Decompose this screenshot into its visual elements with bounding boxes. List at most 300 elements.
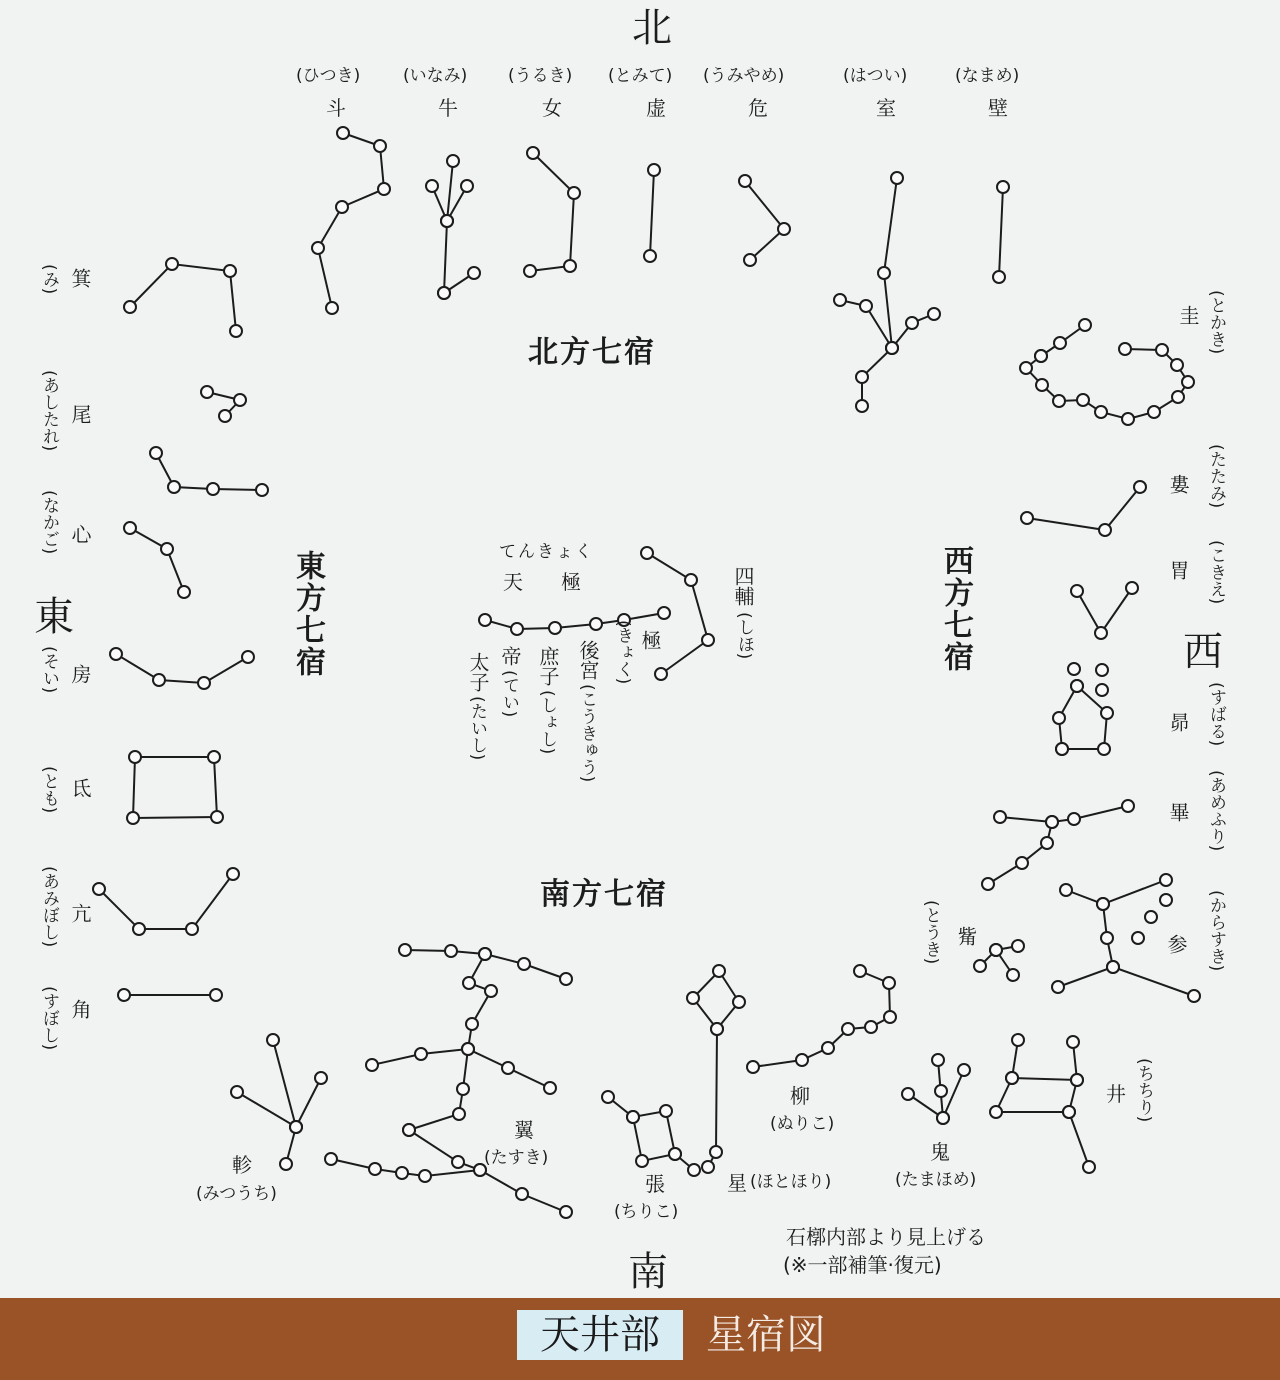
star <box>886 342 898 354</box>
footer-bar <box>0 1298 1280 1380</box>
star <box>445 945 457 957</box>
asterism-shi2 <box>990 940 1024 956</box>
mansion-name: 角 <box>68 999 92 1019</box>
asterism-yoku4-line <box>409 1130 566 1212</box>
star <box>1071 585 1083 597</box>
star <box>1054 337 1066 349</box>
star <box>166 258 178 270</box>
asterism-bo <box>110 648 254 689</box>
star <box>1096 664 1108 676</box>
mansion-name: 心 <box>68 524 92 544</box>
star <box>1101 932 1113 944</box>
mansion-name: 房 <box>68 664 92 684</box>
star <box>336 201 348 213</box>
mansion-name: 翼 <box>514 1118 534 1142</box>
asterism-hitsu <box>994 800 1134 828</box>
shiho-label: 四輔 <box>731 566 755 606</box>
asterism-shin <box>124 522 190 598</box>
asterism-gyu-branch3 <box>438 180 473 299</box>
star <box>1056 743 1068 755</box>
star <box>856 371 868 383</box>
star <box>378 183 390 195</box>
star <box>290 1121 302 1133</box>
star <box>1145 911 1157 923</box>
star <box>687 992 699 1004</box>
asterism-san3 <box>1107 961 1200 1002</box>
star <box>660 1105 672 1117</box>
direction-east: 東 <box>34 594 74 640</box>
mansion-reading: (ひつき) <box>296 66 361 86</box>
asterism-ro-line <box>1027 487 1140 530</box>
star <box>932 1054 944 1066</box>
star <box>568 187 580 199</box>
star <box>902 1088 914 1100</box>
star <box>1077 394 1089 406</box>
star <box>602 1091 614 1103</box>
asterism-ki <box>739 175 790 266</box>
star <box>906 317 918 329</box>
asterism-ki-south-center <box>935 1085 947 1097</box>
star <box>168 481 180 493</box>
star <box>744 254 756 266</box>
mansion-name: 軫 <box>232 1153 252 1177</box>
tei-label: 帝 <box>498 646 522 666</box>
mansion-reading: (すぼし) <box>39 986 59 1051</box>
mansion-reading: (うみやめ) <box>703 66 785 86</box>
note-line2: (※一部補筆·復元) <box>783 1253 942 1277</box>
asterism-ki-east-line <box>130 264 236 331</box>
mansion-reading: (はつい) <box>843 66 908 86</box>
star <box>685 574 697 586</box>
star <box>856 400 868 412</box>
asterism-ro <box>1021 481 1146 536</box>
star <box>1156 344 1168 356</box>
star <box>994 811 1006 823</box>
star <box>227 868 239 880</box>
star <box>468 267 480 279</box>
star <box>403 1124 415 1136</box>
mansion-reading: (あしたれ) <box>39 370 59 452</box>
star <box>150 447 162 459</box>
mansion-reading: (うるき) <box>508 66 573 86</box>
star <box>1095 406 1107 418</box>
mansion-reading: (そい) <box>39 646 59 694</box>
star <box>527 147 539 159</box>
asterism-shin-south <box>231 1072 327 1133</box>
shiho-reading: (しほ) <box>734 612 754 660</box>
star <box>1035 350 1047 362</box>
mansion-reading: (ちちり) <box>1134 1058 1154 1123</box>
asterism-shin-line <box>130 528 184 592</box>
star <box>937 1112 949 1124</box>
star <box>1171 359 1183 371</box>
mansion-reading: (み) <box>39 264 59 295</box>
star <box>447 155 459 167</box>
asterism-gyu-branch3-line <box>444 186 467 293</box>
asterism-bi <box>150 447 268 496</box>
star <box>511 623 523 635</box>
star <box>325 1153 337 1165</box>
star <box>198 677 210 689</box>
mansion-name: 壁 <box>988 96 1008 120</box>
asterism-sei-star2 <box>702 1023 723 1173</box>
asterism-hitsu2 <box>982 816 1058 890</box>
star <box>124 301 136 313</box>
star <box>1107 961 1119 973</box>
star <box>1134 481 1146 493</box>
star <box>702 634 714 646</box>
mansion-reading: (とうき) <box>921 900 941 965</box>
kokyu-label: 後宮 <box>576 640 600 680</box>
star <box>457 1083 469 1095</box>
asterism-i <box>1071 582 1138 639</box>
taishi-reading: (たいし) <box>467 696 487 761</box>
star <box>1160 874 1172 886</box>
asterism-shitsu-main <box>856 172 903 412</box>
star <box>1046 816 1058 828</box>
asterism-san3-line <box>1113 967 1194 996</box>
mansion-reading: (あめふり) <box>1206 770 1226 852</box>
mansion-name: 圭 <box>1176 305 1200 325</box>
mansion-name: 虚 <box>646 96 666 120</box>
star <box>935 1085 947 1097</box>
star <box>1007 969 1019 981</box>
star <box>312 242 324 254</box>
mansion-name: 尾 <box>68 404 92 424</box>
star <box>655 668 667 680</box>
mansion-reading: (とかき) <box>1206 290 1226 355</box>
star <box>1095 627 1107 639</box>
star <box>990 1106 1002 1118</box>
star <box>1052 981 1064 993</box>
footer-label-star-chart: 星宿図 <box>706 1312 826 1358</box>
mansion-reading: (ぬりこ) <box>770 1114 835 1134</box>
star <box>1122 413 1134 425</box>
asterism-san2-line <box>1058 904 1113 987</box>
star <box>1071 1074 1083 1086</box>
star <box>419 1170 431 1182</box>
star <box>485 985 497 997</box>
mansion-name: 胃 <box>1166 560 1190 580</box>
asterism-tei <box>127 751 223 824</box>
star <box>366 1059 378 1071</box>
star <box>702 1161 714 1173</box>
asterism-bou2 <box>1053 680 1083 755</box>
star <box>315 1072 327 1084</box>
star <box>710 1146 722 1158</box>
asterism-heki <box>993 181 1009 283</box>
star <box>219 410 231 422</box>
star <box>958 1064 970 1076</box>
direction-north: 北 <box>632 5 672 51</box>
mansion-reading: (とみて) <box>608 66 673 86</box>
star <box>641 547 653 559</box>
star <box>1160 894 1172 906</box>
star <box>374 140 386 152</box>
star <box>231 1086 243 1098</box>
mansion-reading: (すばる) <box>1206 682 1226 747</box>
star <box>524 265 536 277</box>
star <box>1063 1106 1075 1118</box>
asterism-i-line <box>1077 588 1132 633</box>
mansion-name: 張 <box>645 1172 665 1196</box>
star <box>860 300 872 312</box>
star <box>242 651 254 663</box>
star <box>438 287 450 299</box>
star <box>441 215 453 227</box>
mansion-name: 斗 <box>326 96 346 120</box>
asterism-ko <box>93 868 239 935</box>
star <box>127 812 139 824</box>
star <box>326 302 338 314</box>
section-north: 北方七宿 <box>528 335 656 370</box>
mansion-name: 星 <box>727 1171 747 1195</box>
mansion-reading: (たまほめ) <box>895 1170 977 1190</box>
note-line1: 石槨内部より見上げる <box>786 1225 986 1249</box>
star <box>834 294 846 306</box>
star <box>1122 800 1134 812</box>
star <box>982 878 994 890</box>
star <box>452 1156 464 1168</box>
star <box>1098 743 1110 755</box>
star <box>648 164 660 176</box>
asterism-shiho <box>638 547 714 680</box>
star <box>453 1108 465 1120</box>
star <box>544 1082 556 1094</box>
star <box>1036 379 1048 391</box>
star <box>1060 884 1072 896</box>
star <box>1021 512 1033 524</box>
star <box>636 1155 648 1167</box>
star <box>796 1054 808 1066</box>
mansion-name: 牛 <box>438 96 458 120</box>
asterism-to-line <box>318 133 384 308</box>
asterism-cho2 <box>669 1148 700 1176</box>
asterism-ryu <box>747 965 896 1073</box>
star <box>884 1011 896 1023</box>
star <box>990 944 1002 956</box>
star <box>854 965 866 977</box>
shoshi-reading: (しょし) <box>537 690 557 755</box>
mansion-reading: (みつうち) <box>196 1184 277 1204</box>
star <box>161 543 173 555</box>
star <box>1188 990 1200 1002</box>
star <box>713 965 725 977</box>
star <box>502 1062 514 1074</box>
asterism-tei-line <box>133 757 217 818</box>
star <box>993 271 1005 283</box>
star <box>644 250 656 262</box>
star <box>1172 391 1184 403</box>
star <box>560 1206 572 1218</box>
star <box>186 923 198 935</box>
star <box>560 973 572 985</box>
star <box>466 1018 478 1030</box>
star <box>224 265 236 277</box>
asterism-kei2 <box>1020 343 1194 425</box>
asterism-san <box>1060 874 1172 910</box>
mansion-name: 柳 <box>790 1084 810 1108</box>
star <box>1182 376 1194 388</box>
star <box>1053 712 1065 724</box>
asterism-to <box>312 127 390 314</box>
star <box>479 948 491 960</box>
star <box>747 1061 759 1073</box>
star <box>1071 680 1083 692</box>
star <box>133 923 145 935</box>
star <box>337 127 349 139</box>
star <box>516 1188 528 1200</box>
star <box>210 989 222 1001</box>
section-east: 東方七宿 <box>290 550 325 678</box>
star <box>778 223 790 235</box>
star <box>93 883 105 895</box>
asterism-kyo <box>644 164 660 262</box>
star <box>207 483 219 495</box>
star <box>1099 524 1111 536</box>
star <box>669 1148 681 1160</box>
star <box>883 977 895 989</box>
asterism-shin-south-line <box>237 1078 321 1127</box>
asterism-sei-line <box>1012 1040 1077 1080</box>
asterism-jo <box>524 147 580 277</box>
star <box>1101 707 1113 719</box>
mansion-reading: (いなみ) <box>403 66 468 86</box>
asterism-ko-line <box>99 874 233 929</box>
mansion-name: 昴 <box>1166 712 1190 732</box>
asterism-shin-south3-line <box>273 1040 296 1127</box>
star <box>1079 319 1091 331</box>
mansion-name: 参 <box>1164 934 1188 954</box>
star <box>1083 1161 1095 1173</box>
asterism-shitsu-main-line <box>862 178 897 406</box>
star <box>590 618 602 630</box>
star <box>1020 362 1032 374</box>
star <box>1016 857 1028 869</box>
star <box>822 1042 834 1054</box>
asterism-kaku <box>118 989 222 1001</box>
star <box>1068 663 1080 675</box>
star <box>461 180 473 192</box>
star <box>1012 940 1024 952</box>
star <box>463 977 475 989</box>
star <box>201 386 213 398</box>
star <box>110 648 122 660</box>
star <box>1097 898 1109 910</box>
direction-south: 南 <box>628 1249 668 1295</box>
star <box>256 484 268 496</box>
mansion-reading: (こきえ) <box>1206 540 1226 605</box>
tenkyoku-label: 天 <box>503 570 523 594</box>
mansion-reading: (からすき) <box>1206 890 1226 972</box>
asterism-bi-pair <box>201 386 246 422</box>
star <box>1096 684 1108 696</box>
star <box>211 811 223 823</box>
star <box>842 1023 854 1035</box>
taishi-label: 太子 <box>466 652 490 692</box>
mansion-name: 箕 <box>68 268 92 288</box>
star <box>997 181 1009 193</box>
mansion-name: 亢 <box>68 903 92 923</box>
kyoku-reading: (きょく) <box>613 620 633 685</box>
asterism-shitsu-b2 <box>886 308 940 354</box>
star <box>129 751 141 763</box>
asterism-sei2 <box>990 1072 1095 1173</box>
mansion-name: 觜 <box>954 926 978 946</box>
star <box>518 958 530 970</box>
kokyu-reading: (こうきゅう) <box>577 684 597 783</box>
footer-label-ceiling: 天井部 <box>517 1310 683 1360</box>
asterism-ryu-line <box>753 971 890 1067</box>
star <box>658 607 670 619</box>
star <box>974 960 986 972</box>
tenkyoku-label: 極 <box>561 570 581 594</box>
star <box>627 1111 639 1123</box>
star <box>178 586 190 598</box>
star <box>1119 343 1131 355</box>
star <box>891 172 903 184</box>
asterism-shin-south3 <box>267 1034 302 1133</box>
star <box>153 674 165 686</box>
mansion-reading: (ほとほり) <box>750 1172 832 1192</box>
star <box>280 1158 292 1170</box>
star <box>865 1021 877 1033</box>
asterism-heki-line <box>999 187 1003 277</box>
asterism-yoku3 <box>366 1043 474 1136</box>
star <box>688 1164 700 1176</box>
star <box>928 308 940 320</box>
star <box>1006 1072 1018 1084</box>
star <box>208 751 220 763</box>
mansion-name: 氐 <box>68 778 92 798</box>
section-south: 南方七宿 <box>540 877 668 912</box>
asterism-bo-line <box>116 654 248 683</box>
star <box>564 260 576 272</box>
mansion-reading: (あみぼし) <box>39 866 59 948</box>
star <box>878 267 890 279</box>
star <box>1126 582 1138 594</box>
asterism-ki-east <box>124 258 242 337</box>
asterism-hitsu2-line <box>988 822 1052 884</box>
star <box>426 180 438 192</box>
mansion-name: 鬼 <box>930 1140 950 1164</box>
star <box>733 996 745 1008</box>
mansion-name: 室 <box>876 96 896 120</box>
mansion-reading: (たたみ) <box>1206 444 1226 509</box>
star <box>1132 932 1144 944</box>
tei-reading: (てい) <box>499 670 519 718</box>
mansion-reading: (なまめ) <box>955 66 1020 86</box>
shoshi-label: 庶子 <box>536 646 560 686</box>
mansion-name: 井 <box>1106 1082 1126 1106</box>
star <box>1041 837 1053 849</box>
star <box>415 1048 427 1060</box>
mansion-name: 婁 <box>1166 474 1190 494</box>
star <box>1067 1036 1079 1048</box>
tenkyoku-reading: てんきょく <box>499 542 594 562</box>
asterism-jo-line <box>530 153 574 271</box>
mansion-reading: (なかご) <box>39 490 59 555</box>
direction-west: 西 <box>1183 629 1223 675</box>
mansion-reading: (とも) <box>39 766 59 814</box>
star <box>230 325 242 337</box>
kyoku-label: 極 <box>638 630 662 650</box>
star <box>118 989 130 1001</box>
star <box>1068 813 1080 825</box>
mansion-name: 女 <box>542 96 562 120</box>
star <box>1053 395 1065 407</box>
star <box>369 1163 381 1175</box>
